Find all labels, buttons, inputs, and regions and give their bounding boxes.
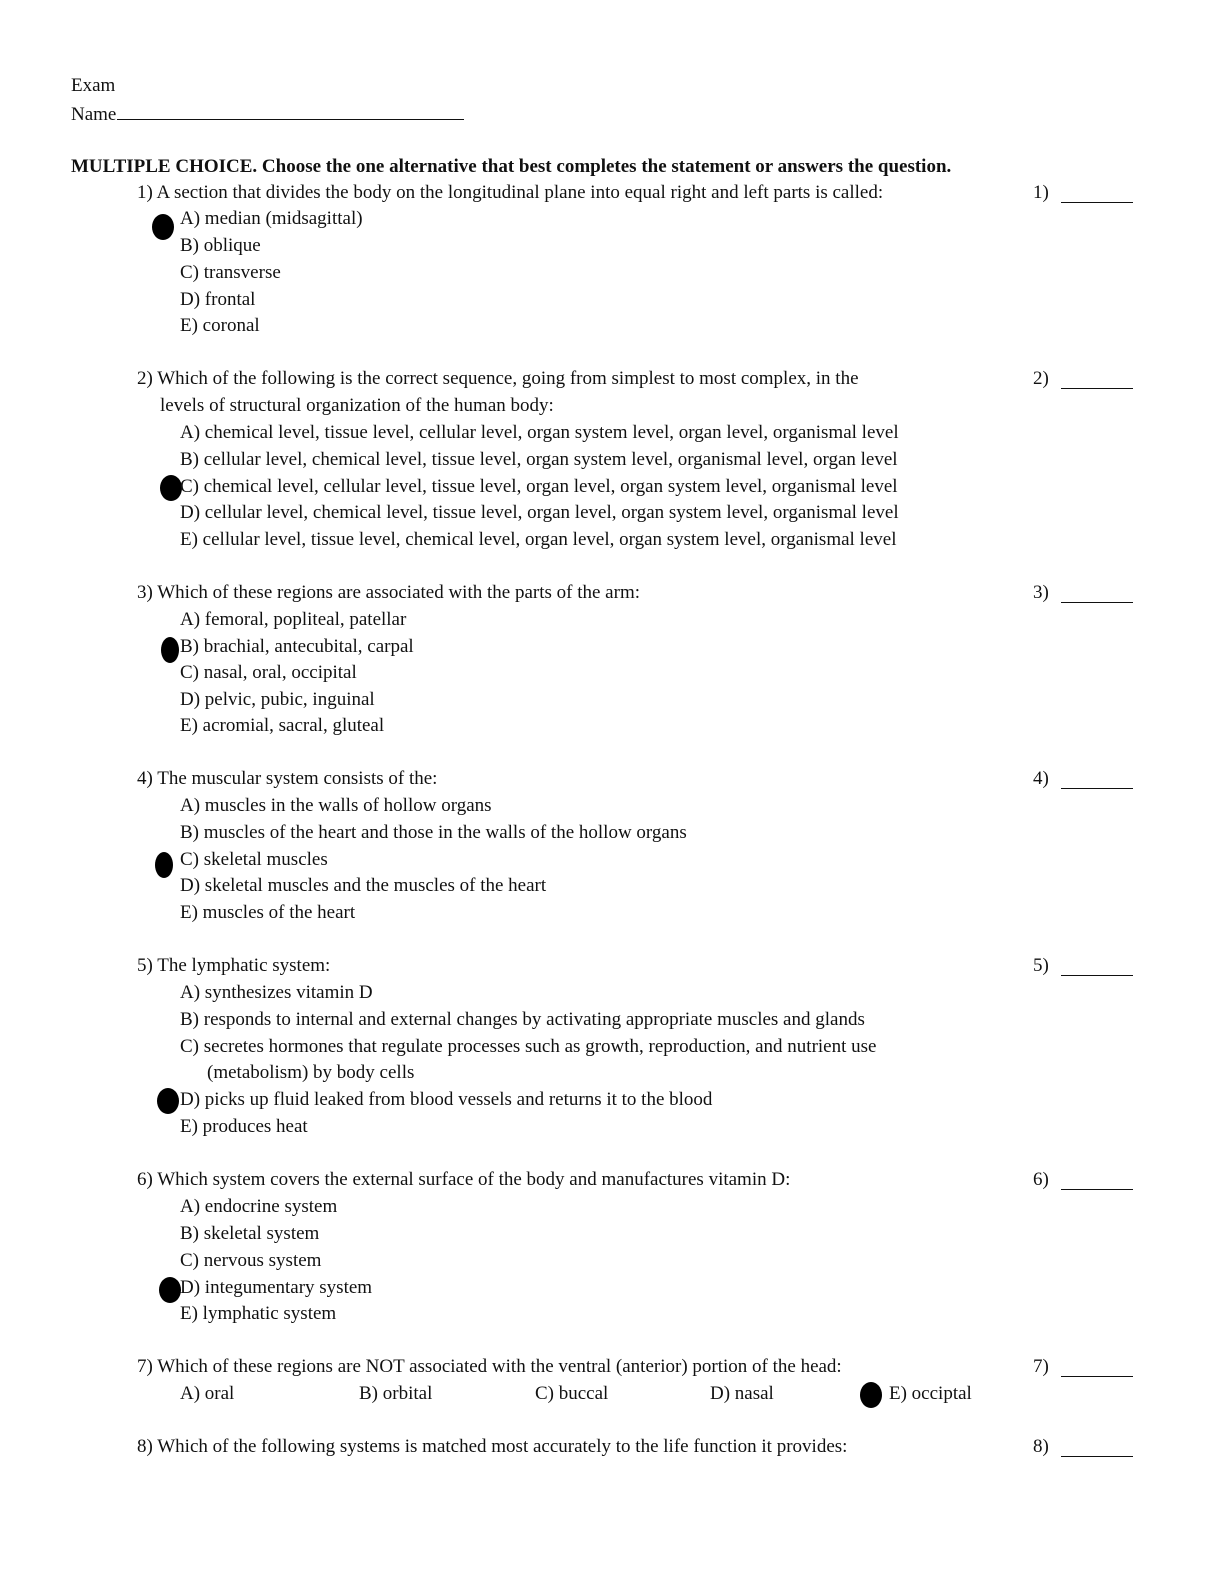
answer-label-4: 4)	[1033, 768, 1049, 789]
option-5b[interactable]: B) responds to internal and external changes by activating appropriate muscles and glands	[180, 1009, 865, 1030]
option-7a[interactable]: A) oral	[180, 1383, 235, 1404]
answer-label-2: 2)	[1033, 368, 1049, 389]
name-field-line[interactable]	[117, 101, 464, 120]
answer-label-8: 8)	[1033, 1436, 1049, 1457]
option-5e[interactable]: E) produces heat	[180, 1116, 308, 1137]
answer-blank-5[interactable]	[1061, 974, 1133, 976]
question-text: The muscular system consists of the:	[157, 768, 438, 789]
option-4e[interactable]: E) muscles of the heart	[180, 902, 356, 923]
option-2c[interactable]: C) chemical level, cellular level, tissue level, organ level, organ system level, organismal level	[180, 476, 898, 497]
option-4b[interactable]: B) muscles of the heart and those in the walls of the hollow organs	[180, 822, 687, 843]
exam-label: Exam	[71, 75, 116, 96]
question-2-stem	[137, 367, 859, 391]
question-text: A section that divides the body on the longitudinal plane into equal right and left parts is called:	[156, 182, 884, 203]
question-number: 3)	[137, 582, 153, 603]
question-number: 7)	[137, 1356, 153, 1377]
option-3d[interactable]: D) pelvic, pubic, inguinal	[180, 689, 375, 710]
answer-blank-6[interactable]	[1061, 1188, 1133, 1190]
option-4a[interactable]: A) muscles in the walls of hollow organs	[180, 795, 492, 816]
question-3-stem	[137, 581, 640, 605]
option-2b[interactable]: B) cellular level, chemical level, tissue level, organ system level, organismal level, organ level	[180, 449, 898, 470]
answer-label-5: 5)	[1033, 955, 1049, 976]
question-number: 5)	[137, 955, 153, 976]
option-7b[interactable]: B) orbital	[359, 1383, 433, 1404]
option-6a[interactable]: A) endocrine system	[180, 1196, 338, 1217]
answer-blank-8[interactable]	[1061, 1455, 1133, 1457]
option-1a[interactable]: A) median (midsagittal)	[180, 208, 363, 229]
instructions: MULTIPLE CHOICE. Choose the one alternative that best completes the statement or answers the question.	[71, 156, 952, 177]
question-text: Which of these regions are NOT associated with the ventral (anterior) portion of the head:	[157, 1356, 842, 1377]
option-1c[interactable]: C) transverse	[180, 262, 281, 283]
option-2e[interactable]: E) cellular level, tissue level, chemical level, organ level, organ system level, organismal level	[180, 529, 897, 550]
option-2a[interactable]: A) chemical level, tissue level, cellular level, organ system level, organ level, organismal level	[180, 422, 899, 443]
question-number: 8)	[137, 1436, 153, 1457]
question-text: The lymphatic system:	[157, 955, 331, 976]
option-6c[interactable]: C) nervous system	[180, 1250, 322, 1271]
option-3b[interactable]: B) brachial, antecubital, carpal	[180, 636, 414, 657]
question-text: Which system covers the external surface of the body and manufactures vitamin D:	[157, 1169, 791, 1190]
option-1e[interactable]: E) coronal	[180, 315, 260, 336]
option-1b[interactable]: B) oblique	[180, 235, 261, 256]
option-6e[interactable]: E) lymphatic system	[180, 1303, 337, 1324]
question-4-stem	[137, 767, 437, 791]
option-6d[interactable]: D) integumentary system	[180, 1277, 373, 1298]
question-8-stem	[137, 1435, 847, 1459]
filled-bubble-mark	[160, 475, 182, 501]
filled-bubble-mark	[157, 1088, 179, 1114]
question-5-stem	[137, 954, 330, 978]
question-6-stem	[137, 1168, 790, 1192]
option-5c-cont: (metabolism) by body cells	[207, 1062, 415, 1083]
name-row	[71, 101, 464, 127]
question-text: Which of these regions are associated with the parts of the arm:	[157, 582, 640, 603]
option-7d[interactable]: D) nasal	[710, 1383, 774, 1404]
option-7e[interactable]: E) occiptal	[889, 1383, 972, 1404]
option-2d[interactable]: D) cellular level, chemical level, tissue level, organ level, organ system level, organismal level	[180, 502, 899, 523]
answer-blank-4[interactable]	[1061, 787, 1133, 789]
answer-blank-3[interactable]	[1061, 601, 1133, 603]
filled-bubble-mark	[161, 637, 179, 663]
question-number: 4)	[137, 768, 153, 789]
option-5c[interactable]: C) secretes hormones that regulate processes such as growth, reproduction, and nutrient use	[180, 1036, 877, 1057]
answer-label-1: 1)	[1033, 182, 1049, 203]
filled-bubble-mark	[159, 1277, 181, 1303]
name-label: Name	[71, 104, 117, 125]
option-4d[interactable]: D) skeletal muscles and the muscles of the heart	[180, 875, 547, 896]
answer-blank-2[interactable]	[1061, 387, 1133, 389]
option-6b[interactable]: B) skeletal system	[180, 1223, 320, 1244]
option-3c[interactable]: C) nasal, oral, occipital	[180, 662, 357, 683]
question-number: 1)	[137, 182, 153, 203]
answer-blank-1[interactable]	[1061, 201, 1133, 203]
question-1-stem	[137, 181, 883, 205]
option-3a[interactable]: A) femoral, popliteal, patellar	[180, 609, 407, 630]
option-1d[interactable]: D) frontal	[180, 289, 256, 310]
option-3e[interactable]: E) acromial, sacral, gluteal	[180, 715, 385, 736]
question-7-stem	[137, 1355, 842, 1379]
option-4c[interactable]: C) skeletal muscles	[180, 849, 328, 870]
option-5d[interactable]: D) picks up fluid leaked from blood vessels and returns it to the blood	[180, 1089, 713, 1110]
answer-blank-7[interactable]	[1061, 1375, 1133, 1377]
filled-bubble-mark	[155, 852, 173, 878]
answer-label-3: 3)	[1033, 582, 1049, 603]
option-7c[interactable]: C) buccal	[535, 1383, 609, 1404]
question-number: 6)	[137, 1169, 153, 1190]
question-text: Which of the following is the correct sequence, going from simplest to most complex, in the	[157, 368, 859, 389]
filled-bubble-mark	[860, 1382, 882, 1408]
question-number: 2)	[137, 368, 153, 389]
question-2-stem-cont: levels of structural organization of the human body:	[160, 395, 554, 416]
answer-label-6: 6)	[1033, 1169, 1049, 1190]
option-5a[interactable]: A) synthesizes vitamin D	[180, 982, 373, 1003]
answer-label-7: 7)	[1033, 1356, 1049, 1377]
filled-bubble-mark	[152, 214, 174, 240]
question-text: Which of the following systems is matched most accurately to the life function it provides:	[157, 1436, 848, 1457]
